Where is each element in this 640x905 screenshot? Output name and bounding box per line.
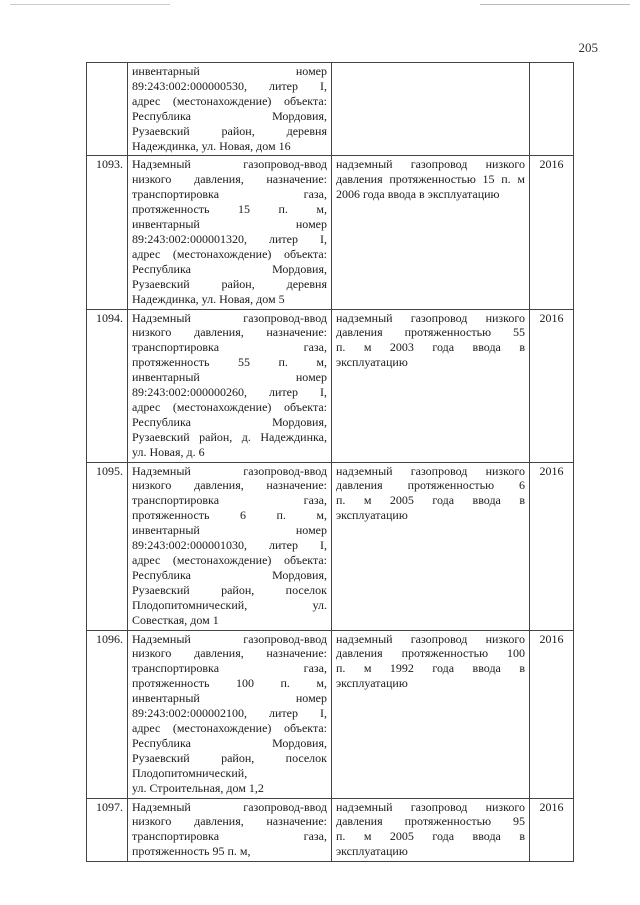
object-line: 89:243:002:000000260, литер I, [132,385,327,400]
object-line: адрес (местонахождение) объекта: [132,553,327,567]
object-line: Рузаевский район, деревня [132,276,327,291]
object-line: Надземный газопровод-ввод [132,157,327,172]
object-description-cell [128,63,332,156]
year-cell: 2016 [530,156,574,309]
row-number [87,63,128,156]
object-line: инвентарный номер [132,64,327,78]
row-number: 1096. [87,630,128,798]
characteristics-line: п. м 2003 года ввода в [336,340,525,355]
characteristics-line: давления протяженностью 100 [336,646,525,661]
object-line: низкого давления, назначение: [132,646,327,661]
row-number: 1093. [87,156,128,309]
characteristics-line: надземный газопровод низкого [336,631,525,646]
object-line: транспортировка газа, [132,187,327,202]
object-line: Республика Мордовия, [132,414,327,429]
scan-artifact-left [10,4,170,5]
table-row [87,798,574,862]
characteristics-line: надземный газопровод низкого [336,310,525,325]
object-line: Рузаевский район, поселок [132,582,327,597]
year-cell: 2016 [530,462,574,630]
object-line: низкого давления, назначение: [132,172,327,187]
year-cell [530,63,574,156]
object-description-cell [128,156,332,309]
characteristics-cell [332,630,530,798]
scan-artifact-right [480,4,630,5]
object-line: Плодопитомнический, [132,765,248,780]
object-line: Республика Мордовия, [132,108,327,123]
object-line: Рузаевский район, деревня [132,123,327,138]
object-line: Надземный газопровод-ввод [132,631,327,646]
row-number: 1095. [87,462,128,630]
object-line: адрес (местонахождение) объекта: [132,720,327,735]
object-line: транспортировка газа, [132,340,327,355]
table-row [87,63,574,156]
object-line: инвентарный номер [132,523,327,538]
table-row [87,630,574,798]
table-row [87,156,574,309]
year-cell: 2016 [530,309,574,462]
object-line: транспортировка газа, [132,829,327,844]
object-line: транспортировка газа, [132,493,327,508]
object-description-cell [128,309,332,462]
object-line: 89:243:002:000002100, литер I, [132,706,327,721]
page-number: 205 [578,40,598,55]
object-line: адрес (местонахождение) объекта: [132,93,327,108]
characteristics-line: эксплуатацию [336,676,408,691]
object-line: протяженность 95 п. м, [132,844,251,859]
object-line: Надеждинка, ул. Новая, дом 5 [132,291,285,306]
object-line: Надземный газопровод-ввод [132,310,327,325]
object-line: инвентарный номер [132,370,327,385]
object-line: протяженность 6 п. м, [132,508,327,523]
characteristics-line: давления протяженностью 6 [336,478,525,493]
row-number: 1094. [87,309,128,462]
table-row [87,462,574,630]
characteristics-cell [332,462,530,630]
characteristics-cell [332,63,530,156]
object-description-cell [128,630,332,798]
object-line: Надземный газопровод-ввод [132,463,327,478]
year-cell: 2016 [530,630,574,798]
object-line: протяженность 15 п. м, [132,202,327,217]
characteristics-line: надземный газопровод низкого [336,157,525,172]
object-line: Рузаевский район, д. Надеждинка, [132,429,327,444]
object-line: протяженность 55 п. м, [132,355,327,370]
characteristics-line: 2006 года ввода в эксплуатацию [336,187,500,202]
characteristics-line: давления протяженностью 55 [336,325,525,340]
characteristics-line: п. м 2005 года ввода в [336,829,525,844]
object-line: низкого давления, назначение: [132,325,327,340]
registry-table-body [87,63,574,862]
characteristics-line: эксплуатацию [336,844,408,859]
object-description-cell [128,462,332,630]
object-line: инвентарный номер [132,217,327,232]
characteristics-line: эксплуатацию [336,355,408,370]
object-line: Надеждинка, ул. Новая, дом 16 [132,138,291,153]
characteristics-line: надземный газопровод низкого [336,463,525,478]
table-row [87,309,574,462]
object-line: Республика Мордовия, [132,261,327,276]
object-line: Совесткая, дом 1 [132,612,219,627]
object-line: низкого давления, назначение: [132,478,327,493]
object-line: транспортировка газа, [132,661,327,676]
object-line: ул. Строительная, дом 1,2 [132,780,264,795]
characteristics-line: давления протяженностью 95 [336,814,525,829]
object-line: адрес (местонахождение) объекта: [132,246,327,261]
object-line: Надземный газопровод-ввод [132,799,327,814]
object-line: инвентарный номер [132,691,327,706]
characteristics-line: надземный газопровод низкого [336,799,525,814]
object-line: 89:243:002:000000530, литер I, [132,78,327,93]
registry-table [86,62,574,862]
characteristics-line: давления протяженностью 15 п. м [336,172,525,187]
object-line: 89:243:002:000001030, литер I, [132,538,327,553]
characteristics-line: п. м 2005 года ввода в [336,493,525,508]
characteristics-line: эксплуатацию [336,508,408,523]
object-description-cell [128,798,332,862]
object-line: ул. Новая, д. 6 [132,444,205,459]
object-line: протяженность 100 п. м, [132,676,327,691]
row-number: 1097. [87,798,128,862]
characteristics-cell [332,798,530,862]
characteristics-line: п. м 1992 года ввода в [336,661,525,676]
object-line: адрес (местонахождение) объекта: [132,399,327,414]
object-line: Республика Мордовия, [132,567,327,582]
object-line: Рузаевский район, поселок [132,750,327,765]
characteristics-cell [332,309,530,462]
characteristics-cell [332,156,530,309]
year-cell: 2016 [530,798,574,862]
object-line: низкого давления, назначение: [132,814,327,829]
object-line: Республика Мордовия, [132,735,327,750]
object-line: Плодопитомнический, ул. [132,597,327,612]
object-line: 89:243:002:000001320, литер I, [132,231,327,246]
